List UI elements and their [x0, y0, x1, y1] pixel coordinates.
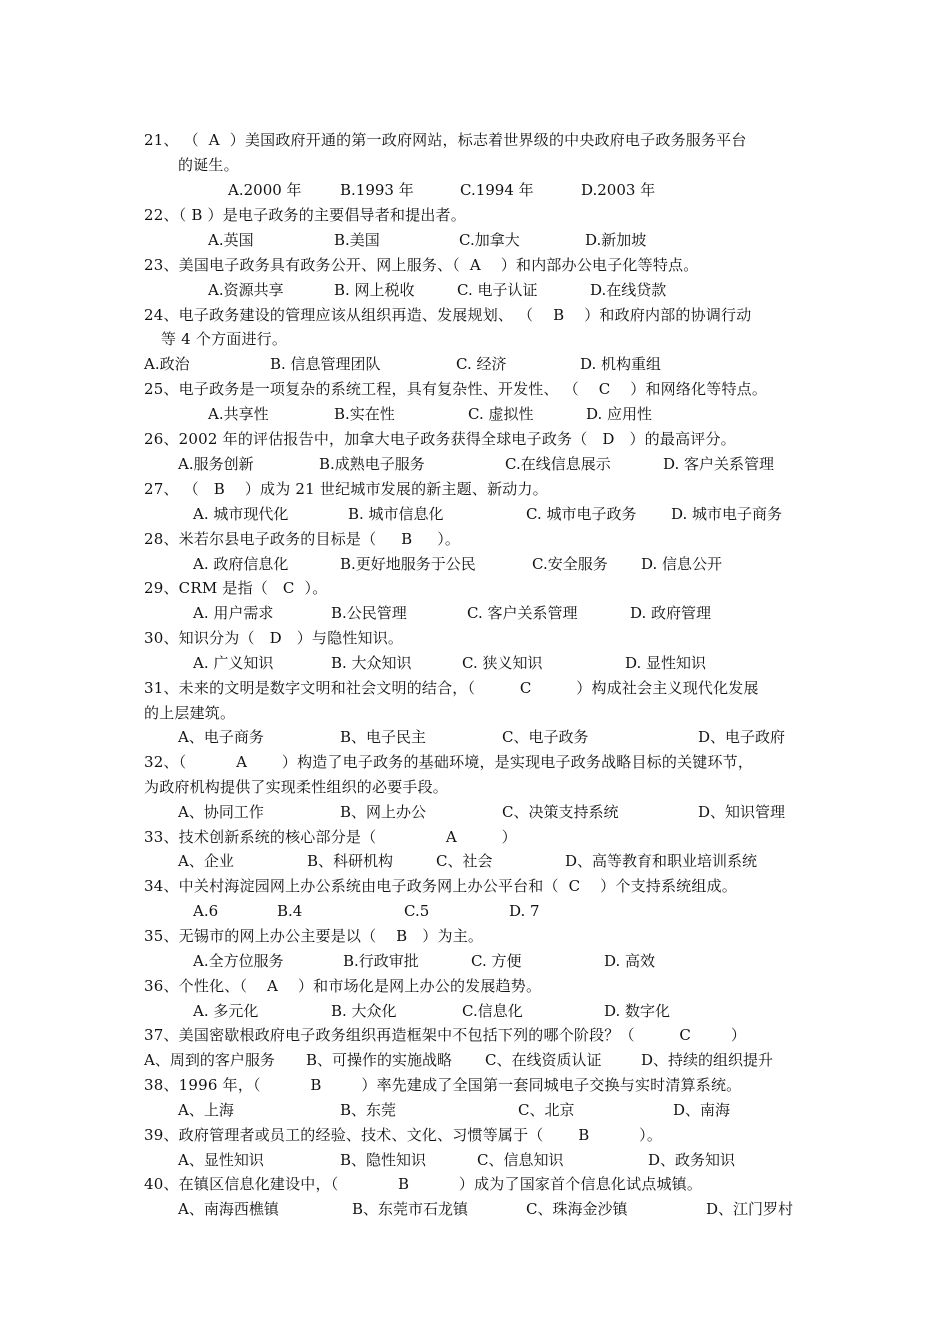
question-35-option-d: D. 高效 [604, 952, 656, 970]
question-32-option-a: A、协同工作 [178, 803, 264, 821]
question-40-option-d: D、江门罗村 [706, 1200, 794, 1218]
question-31-option-a: A、电子商务 [178, 728, 264, 746]
question-24-option-b: B. 信息管理团队 [270, 355, 381, 373]
question-35-option-c: C. 方便 [471, 952, 522, 970]
question-40-option-c: C、珠海金沙镇 [526, 1200, 628, 1218]
question-26-option-d: D. 客户关系管理 [663, 455, 775, 473]
question-23-stem: 23、美国电子政务具有政务公开、网上服务、（ A ）和内部办公电子化等特点。 [144, 256, 699, 274]
question-21-option-b: B.1993 年 [340, 181, 414, 199]
question-27-option-d: D. 城市电子商务 [671, 505, 783, 523]
question-21-option-a: A.2000 年 [228, 181, 302, 199]
question-38-option-d: D、南海 [673, 1101, 731, 1119]
question-38-option-a: A、上海 [178, 1101, 234, 1119]
question-23-option-d: D.在线贷款 [590, 281, 667, 299]
question-34-option-c: C.5 [404, 902, 430, 920]
question-40-stem: 40、在镇区信息化建设中，（ B ）成为了国家首个信息化试点城镇。 [144, 1175, 703, 1193]
question-32-option-c: C、决策支持系统 [502, 803, 619, 821]
question-26-option-b: B.成熟电子服务 [319, 455, 425, 473]
question-32-option-d: D、知识管理 [698, 803, 786, 821]
question-34-option-d: D. 7 [509, 902, 540, 920]
question-34-option-b: B.4 [277, 902, 303, 920]
question-30-option-b: B. 大众知识 [331, 654, 412, 672]
question-32-stem-cont: 为政府机构提供了实现柔性组织的必要手段。 [144, 778, 449, 796]
question-40-option-a: A、南海西樵镇 [178, 1200, 279, 1218]
question-21-option-d: D.2003 年 [581, 181, 656, 199]
question-34-stem: 34、中关村海淀园网上办公系统由电子政务网上办公平台和（ C ）个支持系统组成。 [144, 877, 737, 895]
question-25-option-d: D. 应用性 [586, 405, 653, 423]
question-24-stem-cont: 等 4 个方面进行。 [161, 330, 288, 348]
question-22-option-d: D.新加坡 [585, 231, 647, 249]
question-31-stem: 31、未来的文明是数字文明和社会文明的结合，（ C ）构成社会主义现代化发展 [144, 679, 759, 697]
question-28-option-c: C.安全服务 [532, 555, 608, 573]
question-29-option-a: A. 用户需求 [193, 604, 274, 622]
question-36-option-c: C.信息化 [462, 1002, 523, 1020]
question-33-stem: 33、技术创新系统的核心部分是（ A ） [144, 828, 517, 846]
question-28-option-b: B.更好地服务于公民 [340, 555, 476, 573]
question-24-stem: 24、电子政务建设的管理应该从组织再造、发展规划、 （ B ）和政府内部的协调行动 [144, 306, 752, 324]
question-39-option-d: D、政务知识 [648, 1151, 736, 1169]
question-36-option-b: B. 大众化 [331, 1002, 397, 1020]
question-40-option-b: B、东莞市石龙镇 [352, 1200, 469, 1218]
question-30-option-c: C. 狭义知识 [462, 654, 543, 672]
question-27-option-b: B. 城市信息化 [348, 505, 444, 523]
question-30-option-a: A. 广义知识 [193, 654, 274, 672]
question-22-stem: 22、（ B ）是电子政务的主要倡导者和提出者。 [144, 206, 466, 224]
question-29-option-d: D. 政府管理 [630, 604, 712, 622]
question-28-option-a: A. 政府信息化 [193, 555, 289, 573]
question-39-stem: 39、政府管理者或员工的经验、技术、文化、习惯等属于（ B ）。 [144, 1126, 663, 1144]
question-33-option-d: D、高等教育和职业培训系统 [565, 852, 758, 870]
question-37-option-d: D、持续的组织提升 [641, 1051, 774, 1069]
question-29-option-b: B.公民管理 [331, 604, 407, 622]
question-25-stem: 25、电子政务是一项复杂的系统工程，具有复杂性、开发性、 （ C ）和网络化等特点。 [144, 380, 768, 398]
question-37-option-b: B、可操作的实施战略 [306, 1051, 453, 1069]
question-29-option-c: C. 客户关系管理 [467, 604, 578, 622]
question-23-option-a: A.资源共享 [208, 281, 284, 299]
question-34-option-a: A.6 [193, 902, 219, 920]
question-37-option-c: C、在线资质认证 [485, 1051, 602, 1069]
question-28-stem: 28、米若尔县电子政务的目标是（ B ）。 [144, 530, 461, 548]
question-24-option-d: D. 机构重组 [580, 355, 662, 373]
question-33-option-a: A、企业 [178, 852, 234, 870]
question-27-stem: 27、 （ B ）成为 21 世纪城市发展的新主题、新动力。 [144, 480, 548, 498]
question-25-option-a: A.共享性 [208, 405, 269, 423]
question-28-option-d: D. 信息公开 [641, 555, 723, 573]
question-38-option-b: B、东莞 [340, 1101, 397, 1119]
question-30-option-d: D. 显性知识 [625, 654, 707, 672]
question-25-option-c: C. 虚拟性 [468, 405, 534, 423]
question-36-stem: 36、个性化、（ A ）和市场化是网上办公的发展趋势。 [144, 977, 542, 995]
question-36-option-a: A. 多元化 [193, 1002, 259, 1020]
question-24-option-a: A.政治 [144, 355, 190, 373]
question-31-stem-cont: 的上层建筑。 [144, 704, 236, 722]
question-31-option-b: B、电子民主 [340, 728, 427, 746]
question-21-stem: 21、 （ A ）美国政府开通的第一政府网站，标志着世界级的中央政府电子政务服务平台 [144, 131, 747, 149]
question-36-option-d: D. 数字化 [604, 1002, 671, 1020]
question-24-option-c: C. 经济 [456, 355, 507, 373]
question-32-option-b: B、网上办公 [340, 803, 427, 821]
question-39-option-b: B、隐性知识 [340, 1151, 427, 1169]
question-21-option-c: C.1994 年 [460, 181, 534, 199]
question-22-option-c: C.加拿大 [459, 231, 520, 249]
question-23-option-c: C. 电子认证 [457, 281, 538, 299]
question-22-option-b: B.美国 [334, 231, 380, 249]
question-35-option-b: B.行政审批 [343, 952, 419, 970]
question-30-stem: 30、知识分为（ D ）与隐性知识。 [144, 629, 404, 647]
question-27-option-c: C. 城市电子政务 [526, 505, 637, 523]
question-31-option-d: D、电子政府 [698, 728, 786, 746]
question-38-stem: 38、1996 年，（ B ）率先建成了全国第一套同城电子交换与实时清算系统。 [144, 1076, 742, 1094]
question-37-stem: 37、美国密歇根政府电子政务组织再造框架中不包括下列的哪个阶段？（ C ） [144, 1026, 747, 1044]
question-26-option-a: A.服务创新 [178, 455, 254, 473]
question-25-option-b: B.实在性 [334, 405, 395, 423]
question-39-option-c: C、信息知识 [477, 1151, 564, 1169]
question-33-option-c: C、社会 [436, 852, 493, 870]
question-35-option-a: A.全方位服务 [193, 952, 284, 970]
question-23-option-b: B. 网上税收 [334, 281, 415, 299]
question-35-stem: 35、无锡市的网上办公主要是以（ B ）为主。 [144, 927, 484, 945]
question-27-option-a: A. 城市现代化 [193, 505, 289, 523]
question-26-stem: 26、2002 年的评估报告中，加拿大电子政务获得全球电子政务（ D ）的最高评分。 [144, 430, 736, 448]
question-31-option-c: C、电子政务 [502, 728, 589, 746]
question-29-stem: 29、CRM 是指（ C ）。 [144, 579, 328, 597]
question-37-option-a: A、周到的客户服务 [144, 1051, 275, 1069]
question-38-option-c: C、北京 [518, 1101, 575, 1119]
question-22-option-a: A.英国 [208, 231, 254, 249]
question-21-stem-cont: 的诞生。 [178, 156, 239, 174]
question-32-stem: 32、（ A ）构造了电子政务的基础环境，是实现电子政务战略目标的关键环节， [144, 753, 754, 771]
question-26-option-c: C.在线信息展示 [505, 455, 611, 473]
question-33-option-b: B、科研机构 [307, 852, 394, 870]
question-39-option-a: A、显性知识 [178, 1151, 264, 1169]
